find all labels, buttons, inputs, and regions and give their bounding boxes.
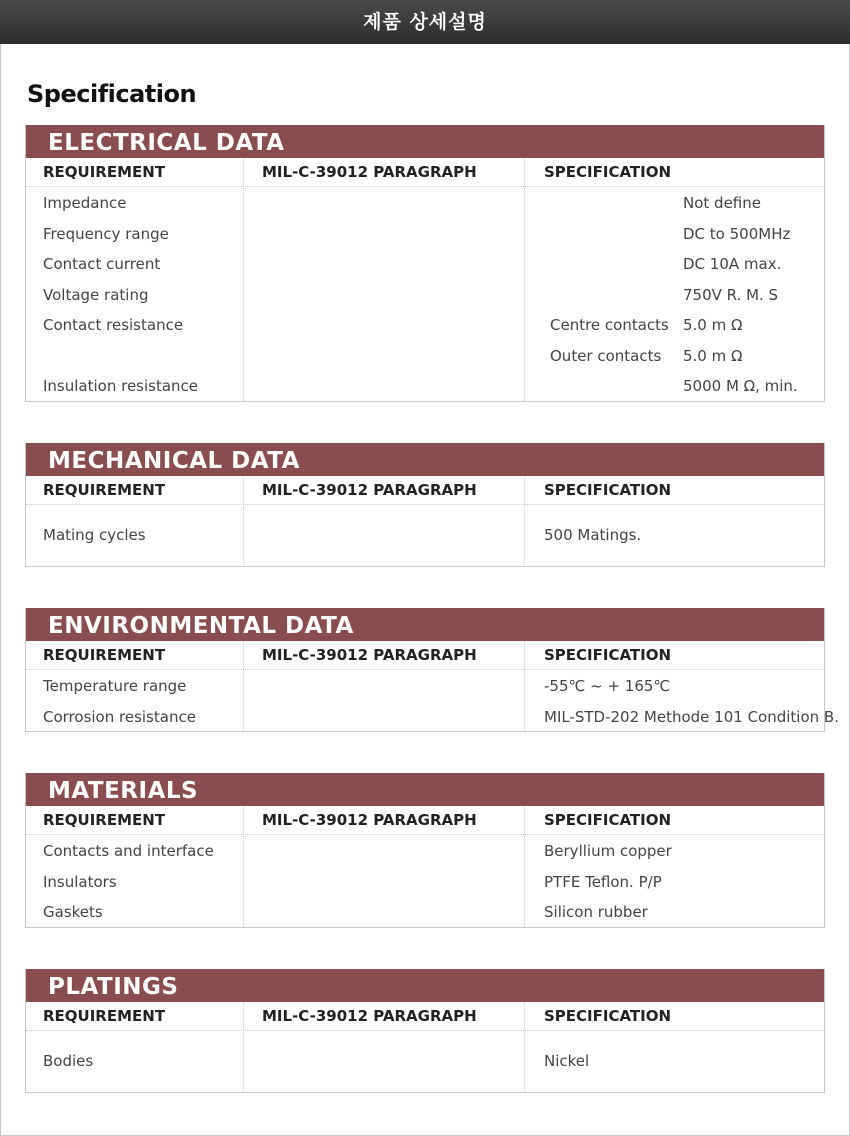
- col-specification: SPECIFICATION: [544, 163, 672, 181]
- requirement-cell: Mating cycles: [43, 526, 146, 544]
- requirement-cell: Contacts and interface: [43, 842, 214, 860]
- table-row: [26, 701, 839, 732]
- materials-section: [25, 773, 825, 928]
- table-row: [26, 370, 824, 401]
- col-paragraph: MIL-C-39012 PARAGRAPH: [262, 646, 477, 664]
- requirement-cell: Bodies: [43, 1052, 94, 1070]
- section-title: ELECTRICAL DATA: [26, 125, 824, 158]
- requirement-cell: Temperature range: [43, 677, 187, 695]
- table-row: [26, 896, 824, 927]
- sub-requirement-cell: Outer contacts: [550, 346, 662, 365]
- col-requirement: REQUIREMENT: [43, 811, 166, 829]
- top-bar-title: 제품 상세설명: [363, 11, 487, 33]
- specification-cell: PTFE Teflon. P/P: [544, 872, 662, 891]
- table-row: [26, 187, 824, 218]
- col-specification: SPECIFICATION: [544, 1007, 672, 1025]
- table-header-row: [26, 476, 824, 505]
- table-row: [26, 835, 824, 866]
- col-paragraph: MIL-C-39012 PARAGRAPH: [262, 481, 477, 499]
- value-cell: 5.0 m Ω: [683, 316, 743, 334]
- specification-cell: Silicon rubber: [544, 903, 648, 921]
- col-specification: SPECIFICATION: [544, 481, 672, 499]
- requirement-cell: Voltage rating: [43, 285, 149, 304]
- section-title: MECHANICAL DATA: [26, 443, 824, 476]
- table-header-row: [26, 158, 824, 187]
- table-header-row: [26, 806, 824, 835]
- requirement-cell: Frequency range: [43, 224, 169, 243]
- value-cell: Not define: [683, 194, 761, 212]
- electrical-data-section: [25, 125, 825, 402]
- col-paragraph: MIL-C-39012 PARAGRAPH: [262, 163, 477, 181]
- table-row: [26, 218, 824, 249]
- requirement-cell: Contact current: [43, 255, 161, 273]
- requirement-cell: Contact resistance: [43, 316, 184, 334]
- table-header-row: [26, 641, 824, 670]
- col-specification: SPECIFICATION: [544, 811, 672, 829]
- spec-table: [26, 641, 839, 731]
- sub-requirement-cell: Centre contacts: [550, 316, 669, 334]
- mechanical-data-section: [25, 443, 825, 567]
- table-row: [26, 248, 824, 279]
- value-cell: 5.0 m Ω: [683, 346, 743, 365]
- col-requirement: REQUIREMENT: [43, 481, 166, 499]
- table-row: [26, 670, 824, 701]
- table-row: [26, 309, 824, 340]
- value-cell: DC to 500MHz: [683, 224, 791, 243]
- requirement-cell: Insulation resistance: [43, 377, 199, 395]
- requirement-cell: Impedance: [43, 194, 127, 212]
- col-paragraph: MIL-C-39012 PARAGRAPH: [262, 811, 477, 829]
- page-title: Specification: [27, 80, 197, 108]
- table-row: [26, 279, 824, 310]
- top-bar: [0, 0, 850, 44]
- value-cell: DC 10A max.: [683, 255, 782, 273]
- col-specification: SPECIFICATION: [544, 646, 672, 664]
- specification-cell: MIL-STD-202 Methode 101 Condition B.: [544, 707, 839, 726]
- spec-table: [26, 806, 824, 927]
- platings-section: [25, 969, 825, 1093]
- environmental-data-section: [25, 608, 839, 732]
- section-title: ENVIRONMENTAL DATA: [26, 608, 824, 641]
- specification-cell: Beryllium copper: [544, 842, 672, 860]
- table-row: [26, 1031, 824, 1091]
- specification-cell: 500 Matings.: [544, 526, 642, 544]
- requirement-cell: Gaskets: [43, 903, 103, 921]
- specification-cell: Nickel: [544, 1052, 590, 1070]
- spec-table: [26, 476, 824, 565]
- section-title: MATERIALS: [26, 773, 824, 806]
- col-requirement: REQUIREMENT: [43, 1007, 166, 1025]
- requirement-cell: Insulators: [43, 872, 117, 891]
- col-requirement: REQUIREMENT: [43, 163, 166, 181]
- value-cell: 5000 M Ω, min.: [683, 377, 798, 395]
- section-title: PLATINGS: [26, 969, 824, 1002]
- requirement-cell: Corrosion resistance: [43, 707, 196, 726]
- col-paragraph: MIL-C-39012 PARAGRAPH: [262, 1007, 477, 1025]
- specification-cell: -55℃ ~ + 165℃: [544, 677, 671, 695]
- spec-table: [26, 1002, 824, 1091]
- table-row: [26, 505, 824, 565]
- table-row: [26, 340, 824, 371]
- spec-table: [26, 158, 824, 401]
- table-row: [26, 866, 824, 897]
- value-cell: 750V R. M. S: [683, 285, 779, 304]
- table-header-row: [26, 1002, 824, 1031]
- col-requirement: REQUIREMENT: [43, 646, 166, 664]
